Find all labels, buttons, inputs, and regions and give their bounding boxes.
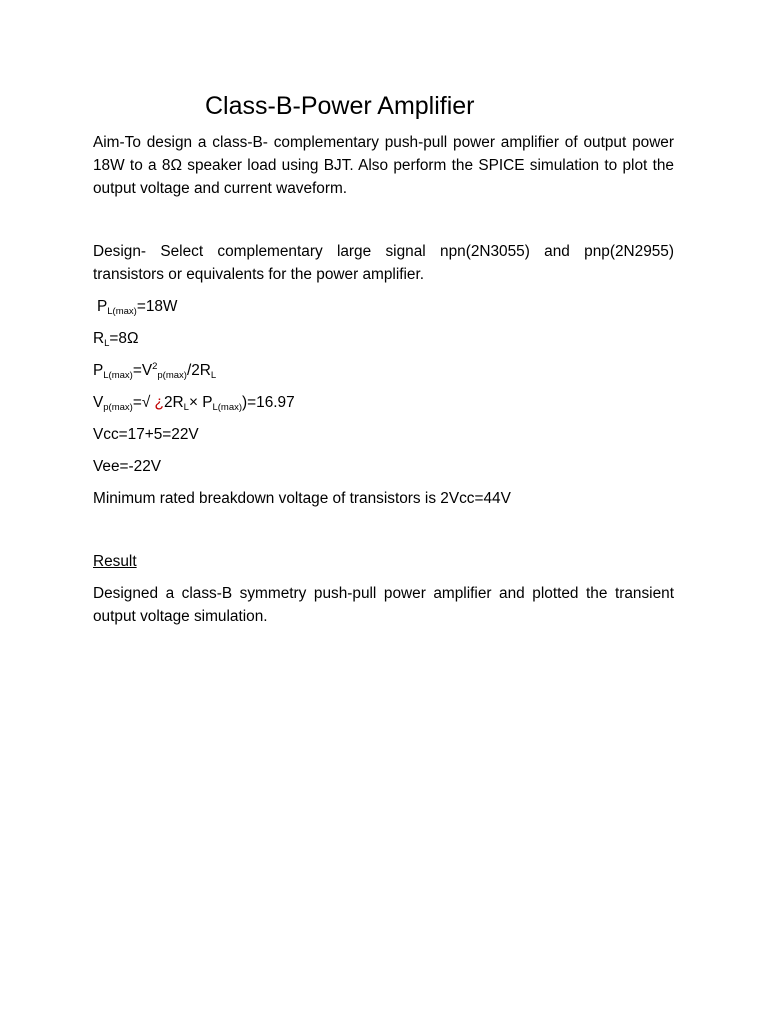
equation-vee: Vee=-22V xyxy=(93,458,162,475)
aim-paragraph: Aim-To design a class-B- complementary push-pull power amplifier of output power 18W to a 8Ω speaker load using BJT. Also perform the SPICE simulation to plot the output voltage and current waveform. xyxy=(93,134,674,197)
document-title: Class-B-Power Amplifier xyxy=(205,92,475,120)
design-paragraph: Design- Select complementary large signal npn(2N3055) and pnp(2N2955) transistors or equivalents for the power amplifier. xyxy=(93,243,674,283)
eq3-mid-2: /2R xyxy=(186,362,211,379)
document-page xyxy=(93,86,674,628)
eq4-subscript-2: L xyxy=(183,402,189,413)
eq3-symbol: P xyxy=(93,362,104,379)
eq4-mid-2: × P xyxy=(188,394,213,411)
equation-load-resistance xyxy=(93,327,674,350)
equation-power-load xyxy=(93,295,674,318)
eq1-symbol: P xyxy=(97,298,108,315)
eq1-subscript: L(max) xyxy=(107,306,137,317)
eq2-value: =8Ω xyxy=(109,330,139,347)
equation-peak-voltage xyxy=(93,391,674,414)
eq4-equals-sqrt: =√ xyxy=(132,394,155,411)
eq4-subscript-1: p(max) xyxy=(103,402,133,413)
equation-vcc: Vcc=17+5=22V xyxy=(93,426,199,443)
eq3-subscript-3: L xyxy=(210,370,217,381)
eq3-superscript: 2 xyxy=(152,361,158,372)
result-paragraph: Designed a class-B symmetry push-pull power amplifier and plotted the transient output voltage simulation. xyxy=(93,585,674,625)
eq4-result: )=16.97 xyxy=(242,394,295,411)
eq4-symbol: V xyxy=(93,394,104,411)
result-heading: Result xyxy=(93,553,137,570)
eq4-mid: 2R xyxy=(163,394,184,411)
eq2-symbol: R xyxy=(93,330,105,347)
eq3-subscript-1: L(max) xyxy=(103,370,133,381)
equation-power-formula xyxy=(93,359,674,382)
eq4-subscript-3: L(max) xyxy=(212,402,243,413)
eq2-subscript: L xyxy=(104,338,110,349)
eq3-subscript-2: p(max) xyxy=(157,370,187,381)
eq1-value: =18W xyxy=(136,298,178,315)
breakdown-voltage-line: Minimum rated breakdown voltage of transistors is 2Vcc=44V xyxy=(93,490,511,507)
eq4-error-glyph: ¿ xyxy=(154,394,164,411)
eq3-mid: =V xyxy=(132,362,153,379)
